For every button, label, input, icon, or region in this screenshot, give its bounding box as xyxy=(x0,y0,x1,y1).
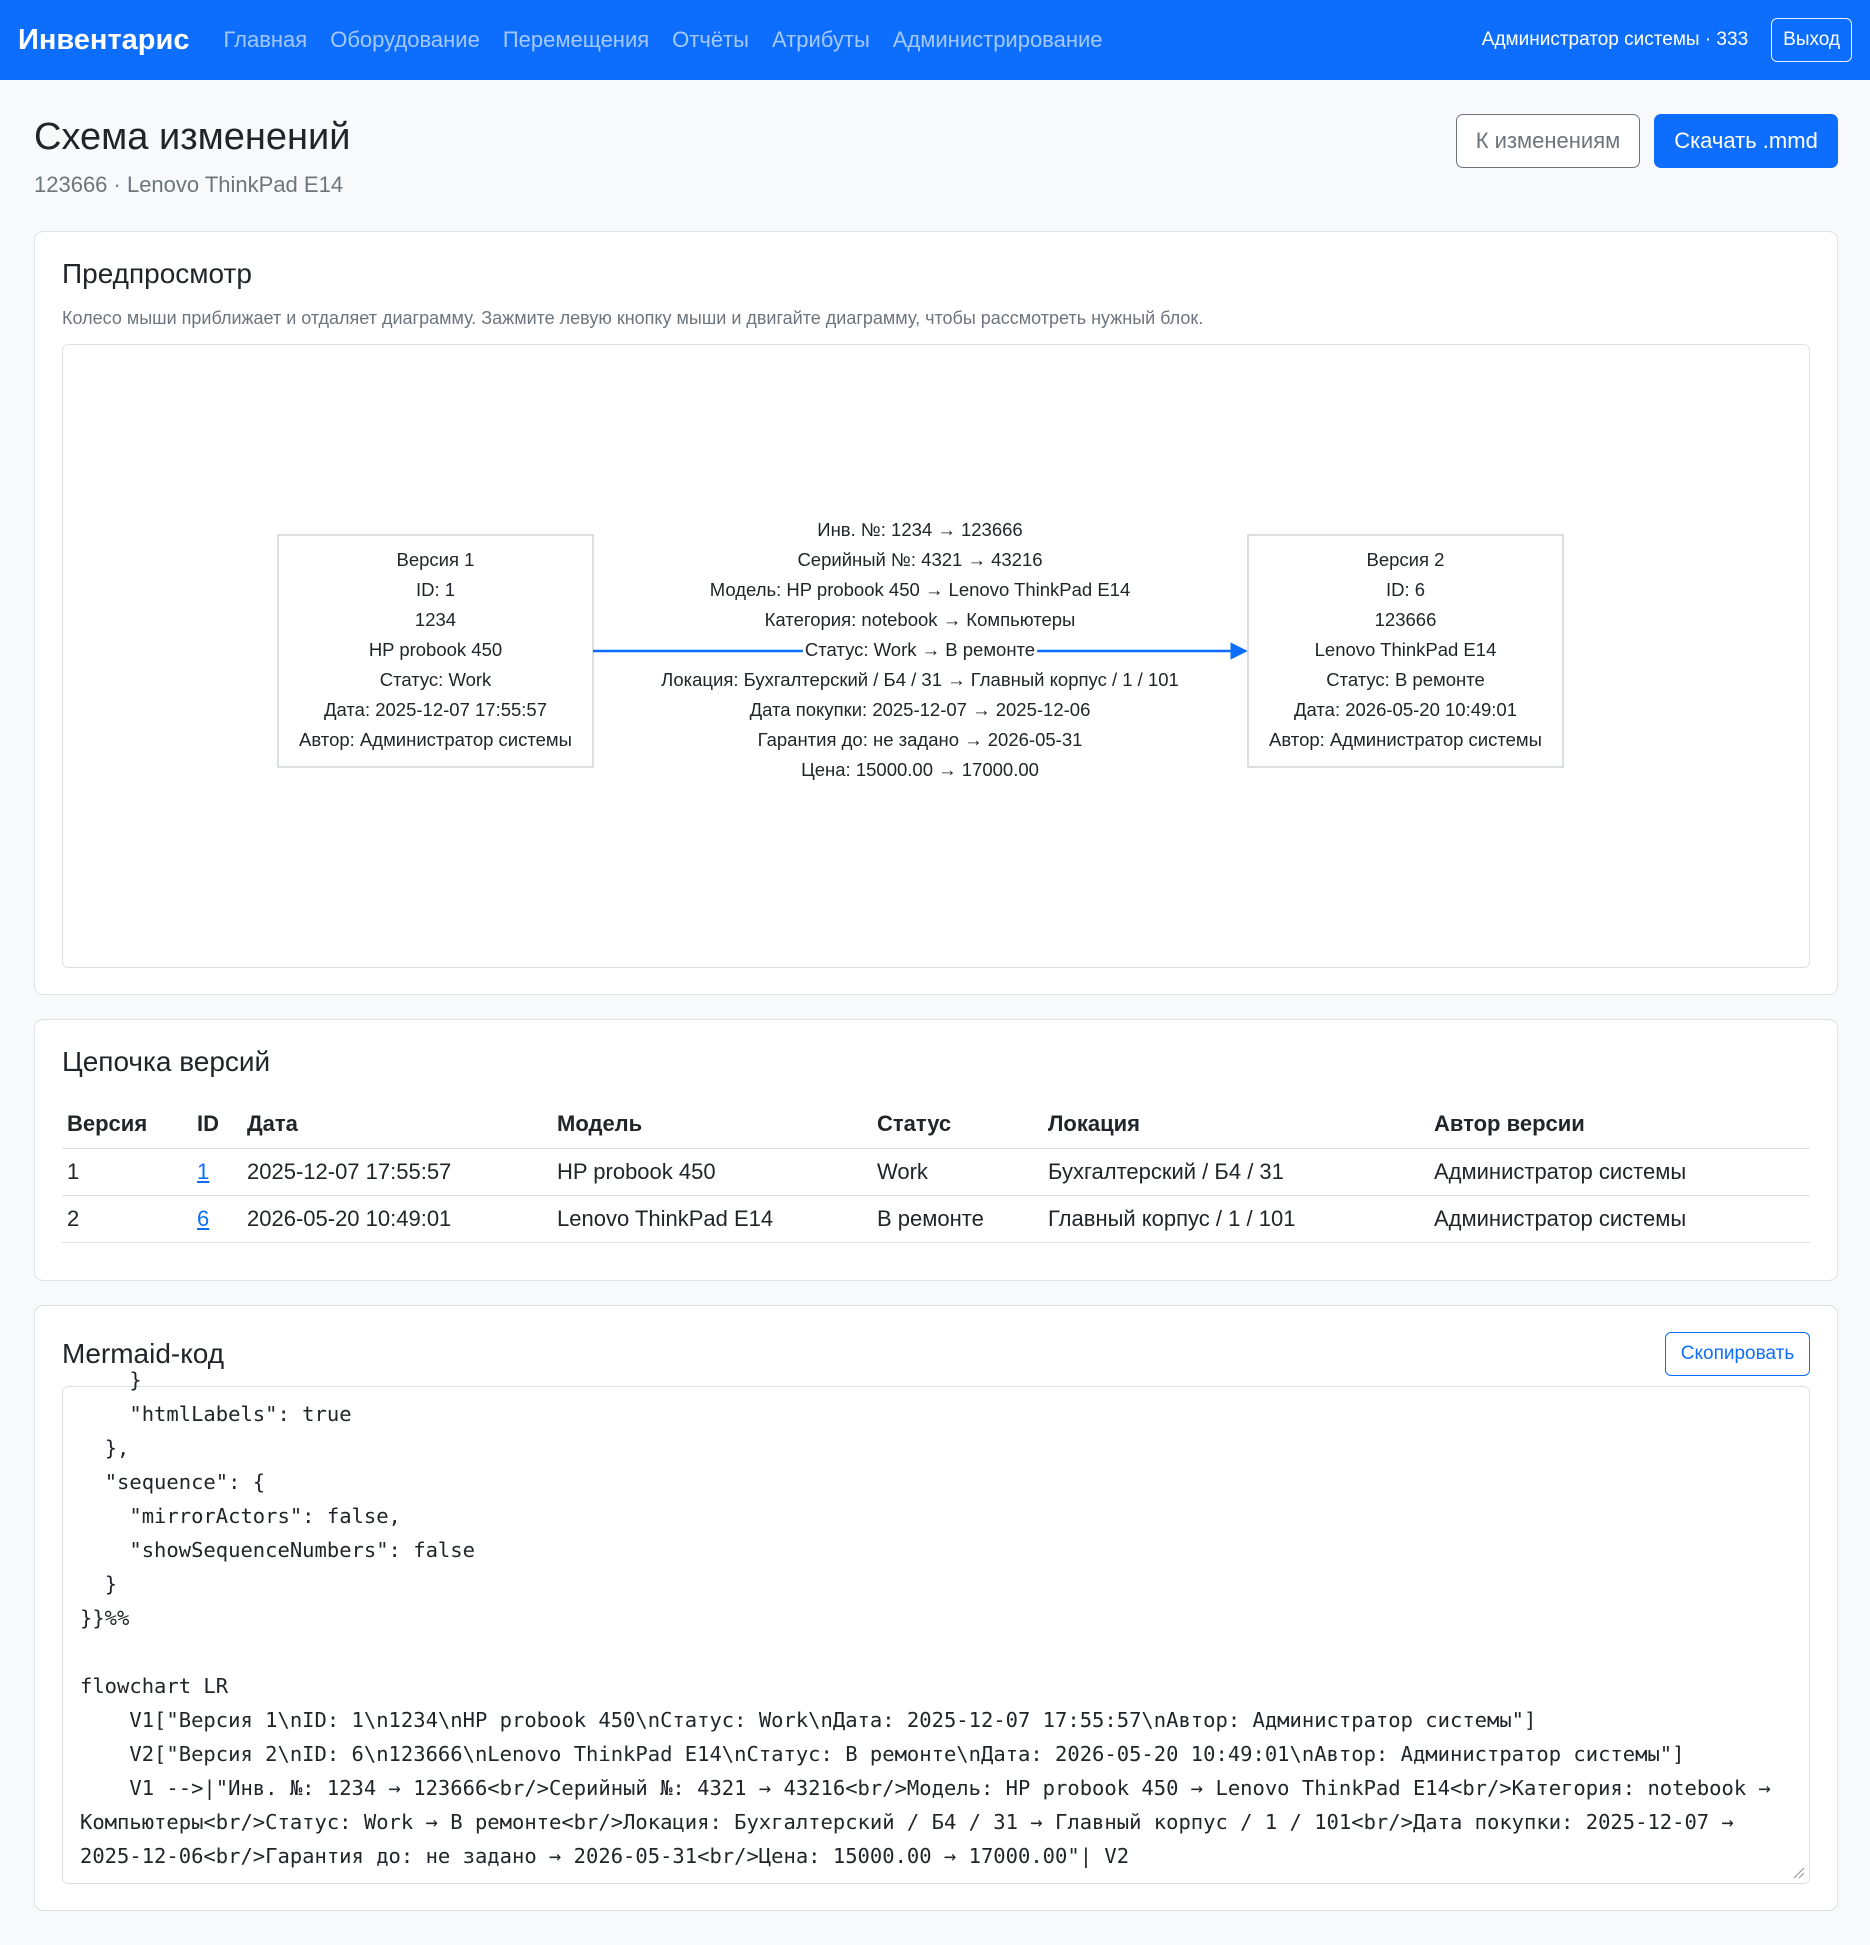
cell-version: 1 xyxy=(62,1148,192,1195)
version-id-link[interactable]: 1 xyxy=(197,1158,210,1184)
nav-link-reports[interactable]: Отчёты xyxy=(672,27,749,52)
node-version-2-line: Lenovo ThinkPad E14 xyxy=(1314,638,1497,660)
nav-links xyxy=(223,27,1125,53)
cell-version: 2 xyxy=(62,1195,192,1242)
edge-label-line: Локация: Бухгалтерский / Б4 / 31 → Главный корпус / 1 / 101 xyxy=(661,668,1179,690)
nav-link-equipment[interactable]: Оборудование xyxy=(330,27,480,52)
cell-date: 2026-05-20 10:49:01 xyxy=(242,1195,552,1242)
cell-location: Главный корпус / 1 / 101 xyxy=(1043,1195,1429,1242)
cell-model: Lenovo ThinkPad E14 xyxy=(552,1195,872,1242)
node-version-2-line: ID: 6 xyxy=(1385,578,1426,600)
node-version-1-line: Автор: Администратор системы xyxy=(299,728,572,750)
mermaid-code-textarea[interactable] xyxy=(62,1368,1810,1884)
column-header: Дата xyxy=(242,1100,552,1148)
column-header: Локация xyxy=(1043,1100,1429,1148)
node-version-2-line: Дата: 2026-05-20 10:49:01 xyxy=(1293,698,1518,720)
cell-author: Администратор системы xyxy=(1429,1195,1810,1242)
node-version-1-line: HP probook 450 xyxy=(368,638,503,660)
navbar xyxy=(0,0,1870,80)
edge-label xyxy=(661,519,1179,780)
column-header: Автор версии xyxy=(1429,1100,1810,1148)
node-version-1-line: Версия 1 xyxy=(396,548,475,570)
edge-label-line: Серийный №: 4321 → 43216 xyxy=(797,548,1043,570)
edge-label-line: Цена: 15000.00 → 17000.00 xyxy=(801,758,1039,780)
logout-button[interactable]: Выход xyxy=(1771,18,1852,62)
column-header: Статус xyxy=(872,1100,1043,1148)
preview-card xyxy=(34,231,1838,995)
cell-model: HP probook 450 xyxy=(552,1148,872,1195)
nav-link-home[interactable]: Главная xyxy=(223,27,308,52)
table-header-row xyxy=(62,1100,1810,1148)
node-version-1-line: 1234 xyxy=(414,608,457,630)
version-chain-title: Цепочка версий xyxy=(62,1046,271,1077)
nav-link-movements[interactable]: Перемещения xyxy=(502,27,650,52)
cell-date: 2025-12-07 17:55:57 xyxy=(242,1148,552,1195)
node-version-1-line: Статус: Work xyxy=(379,668,492,690)
version-chain-card xyxy=(34,1019,1838,1281)
edge-label-line: Инв. №: 1234 → 123666 xyxy=(817,518,1023,540)
column-header: Модель xyxy=(552,1100,872,1148)
preview-hint: Колесо мыши приближает и отдаляет диаграмму. Зажмите левую кнопку мыши и двигайте диаграмму, чтобы рассмотреть нужный блок. xyxy=(62,308,1204,328)
cell-id xyxy=(192,1195,242,1242)
resize-handle-icon[interactable] xyxy=(1791,1865,1805,1879)
column-header: ID xyxy=(192,1100,242,1148)
version-id-link[interactable]: 6 xyxy=(197,1205,210,1231)
page-title: Схема изменений xyxy=(34,116,351,158)
download-mmd-button[interactable]: Скачать .mmd xyxy=(1654,114,1838,168)
diagram-svg xyxy=(63,345,1811,969)
nav-link-attributes[interactable]: Атрибуты xyxy=(771,27,870,52)
node-version-2-line: Автор: Администратор системы xyxy=(1269,728,1542,750)
diagram-canvas[interactable] xyxy=(62,344,1810,968)
cell-location: Бухгалтерский / Б4 / 31 xyxy=(1043,1148,1429,1195)
node-version-1-line: Дата: 2025-12-07 17:55:57 xyxy=(323,698,548,720)
mermaid-code-title: Mermaid-код xyxy=(62,1338,225,1369)
version-chain-table xyxy=(62,1100,1810,1243)
current-user: Администратор системы · 333 xyxy=(1481,29,1749,50)
node-version-2-line: 123666 xyxy=(1374,608,1437,630)
cell-author: Администратор системы xyxy=(1429,1148,1810,1195)
mermaid-code-text: } "htmlLabels": true }, "sequence": { "mirrorActors": false, "showSequenceNumbers": false } }}%% flowchart LR V1["Версия 1\nID: 1\n1234\nHP probook 450\nСтатус: Work\nДата: 2025-12-07 17:55:57\nАвтор: Администратор системы"] V2["Версия 2\nID: 6\n123666\nLenovo ThinkPad E14\nСтатус: В ремонте\nДата: 2026-05-20 10:49:01\nАвтор: Администратор системы"] V1 -->|"Инв. №: 1234 → 123666<br/>Серийный №: 4321 → 43216<br/>Модель: HP probook 450 → Lenovo ThinkPad E14<br/>Категория: notebook → Компьютеры<br/>Статус: Work → В ремонте<br/>Локация: Бухгалтерский / Б4 / 31 → Главный корпус / 1 / 101<br/>Дата покупки: 2025-12-07 → 2025-12-06<br/>Гарантия до: не задано → 2026-05-31<br/>Цена: 15000.00 → 17000.00"| V2 xyxy=(80,1368,1771,1868)
brand-logo[interactable]: Инвентарис xyxy=(18,23,190,56)
edge-label-line: Дата покупки: 2025-12-07 → 2025-12-06 xyxy=(749,698,1091,720)
node-version-2-line: Статус: В ремонте xyxy=(1326,668,1485,690)
cell-status: Work xyxy=(872,1148,1043,1195)
table-row xyxy=(62,1148,1810,1195)
edge-label-line: Гарантия до: не задано → 2026-05-31 xyxy=(757,728,1083,750)
node-version-1-line: ID: 1 xyxy=(415,578,456,600)
nav-right xyxy=(1482,18,1852,62)
table-row xyxy=(62,1195,1810,1242)
node-version-2-line: Версия 2 xyxy=(1366,548,1445,570)
column-header: Версия xyxy=(62,1100,192,1148)
page-subtitle: 123666 · Lenovo ThinkPad E14 xyxy=(34,172,344,197)
preview-title: Предпросмотр xyxy=(62,258,252,289)
cell-id xyxy=(192,1148,242,1195)
edge-label-line: Категория: notebook → Компьютеры xyxy=(764,608,1076,630)
edge-label-line: Модель: HP probook 450 → Lenovo ThinkPad E14 xyxy=(709,578,1131,600)
copy-button[interactable]: Скопировать xyxy=(1665,1332,1810,1376)
mermaid-code-card xyxy=(34,1305,1838,1911)
edge-label-line: Статус: Work → В ремонте xyxy=(804,638,1036,660)
back-to-changes-button[interactable]: К изменениям xyxy=(1456,114,1640,168)
cell-status: В ремонте xyxy=(872,1195,1043,1242)
nav-link-administration[interactable]: Администрирование xyxy=(892,27,1103,52)
